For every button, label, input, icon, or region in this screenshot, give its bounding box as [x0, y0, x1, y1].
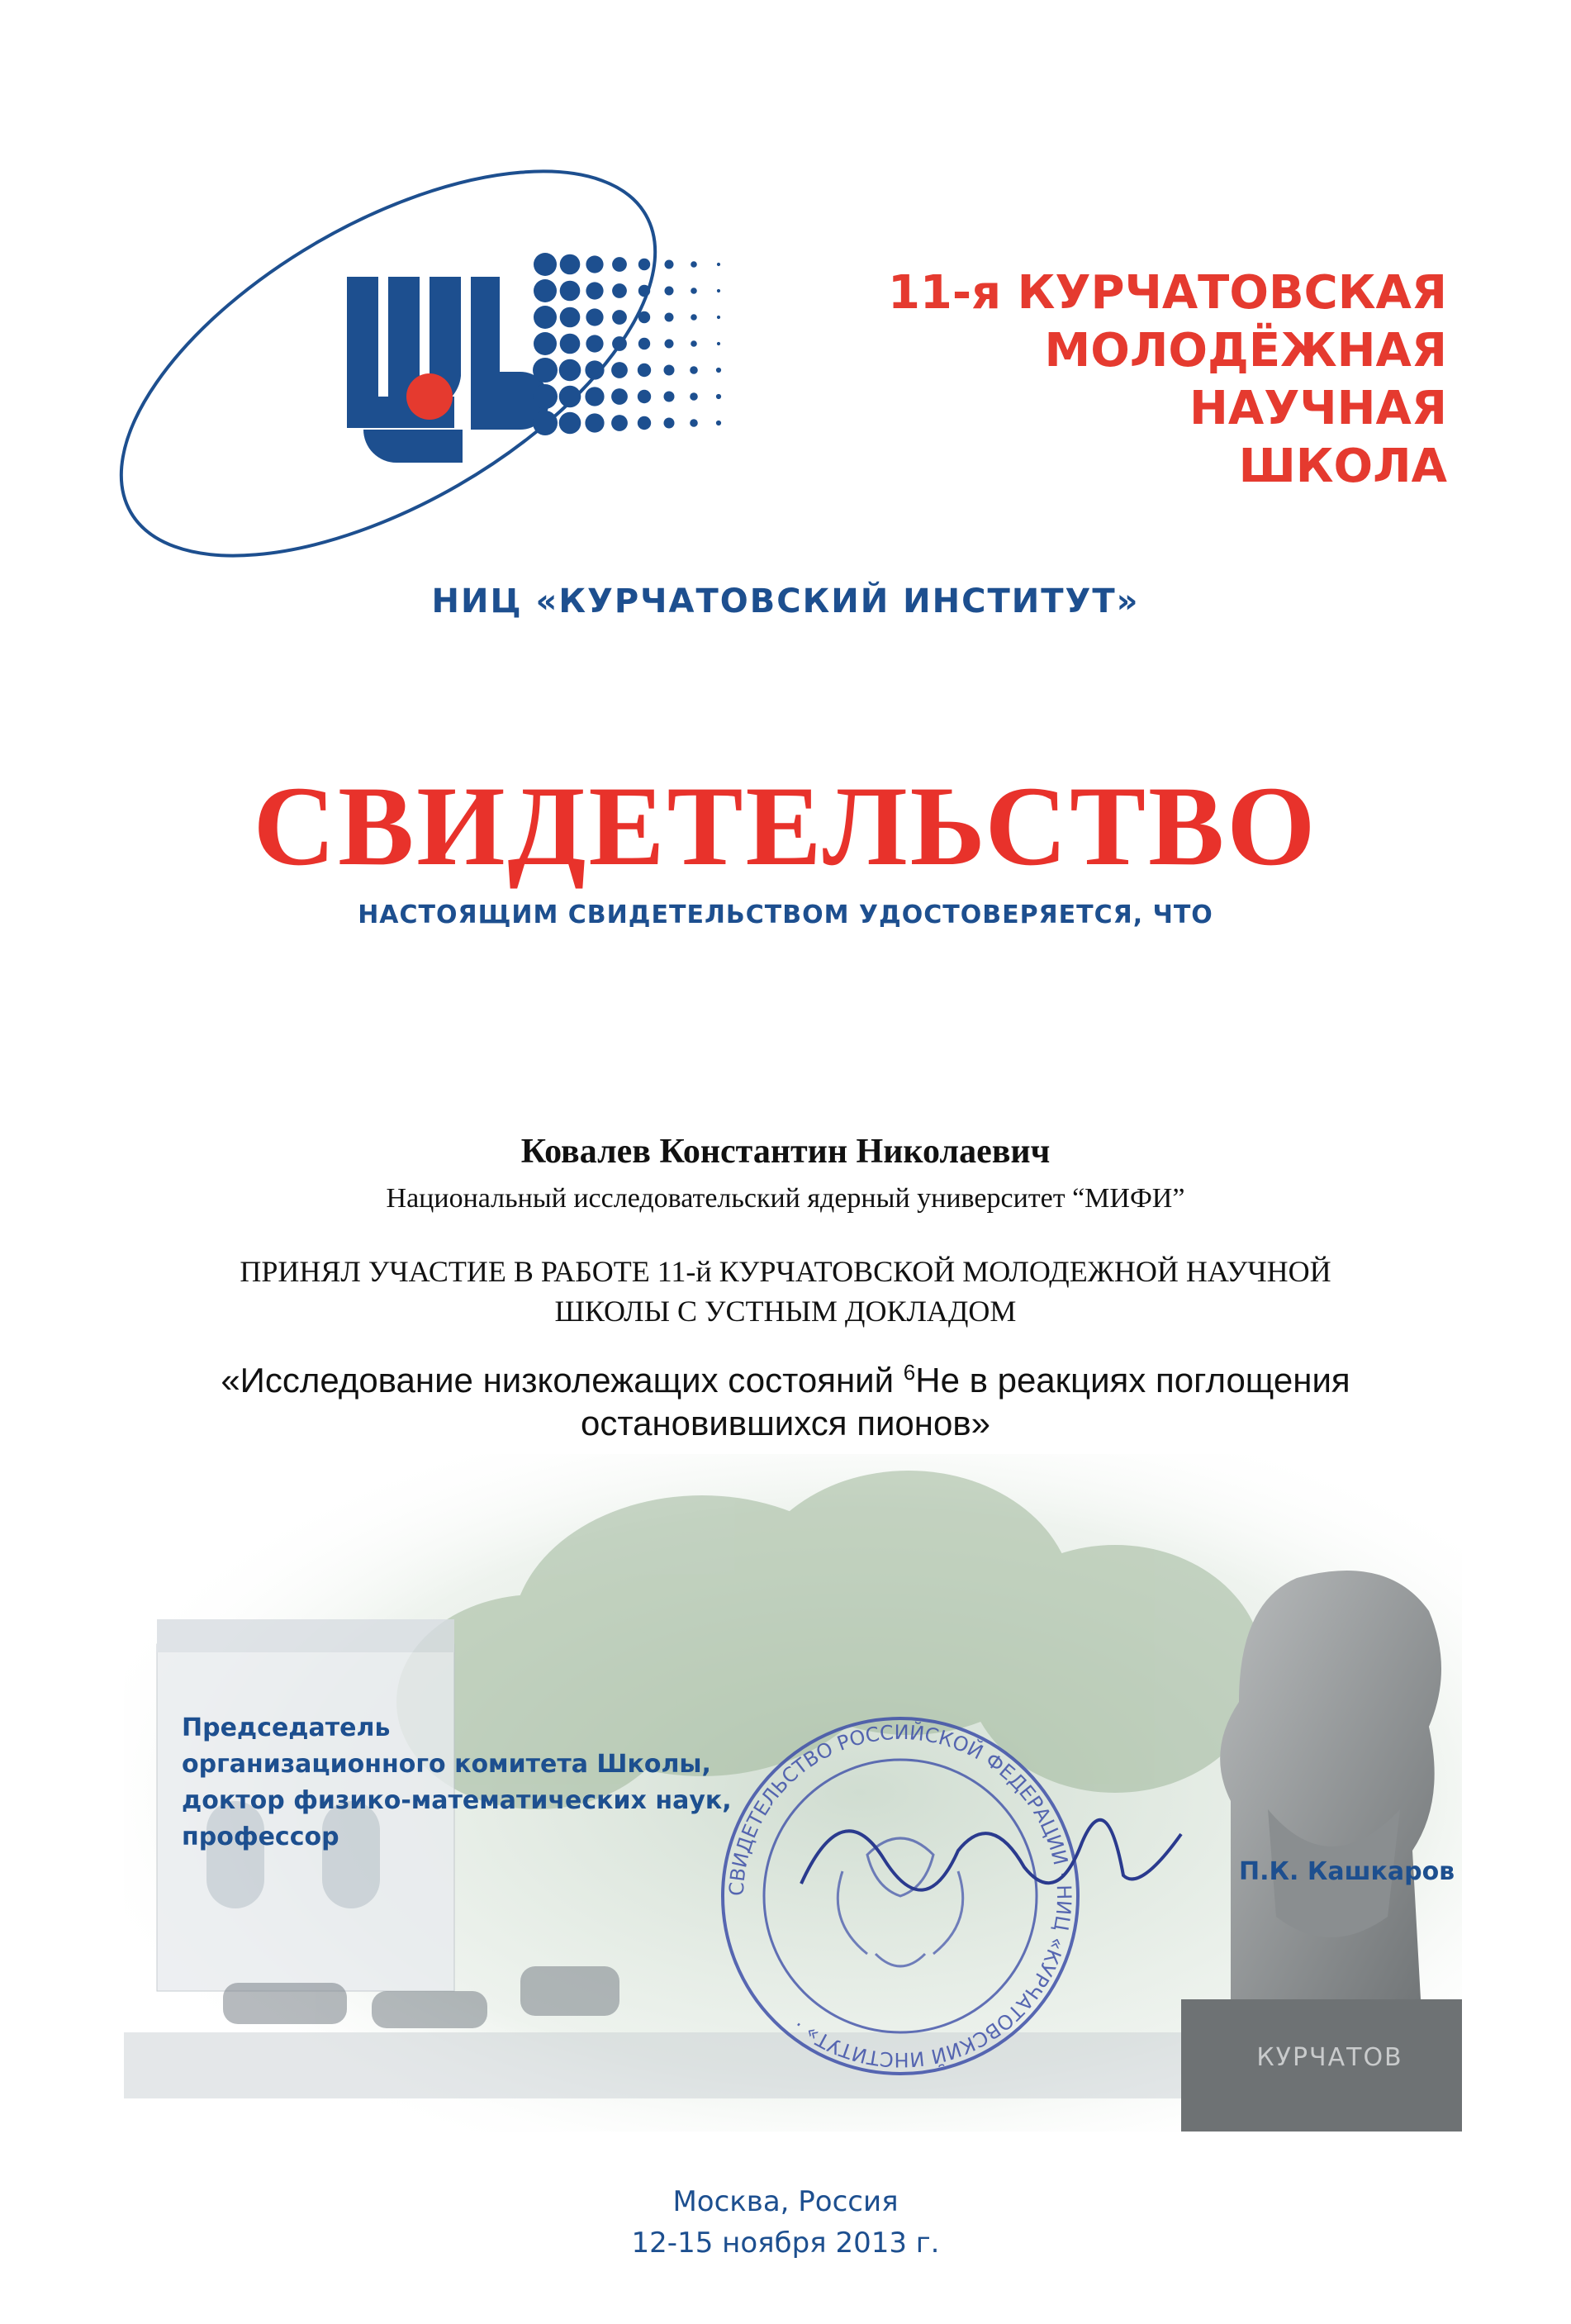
logo-dot	[612, 310, 627, 325]
report-title	[0, 1351, 1571, 1445]
logo-dot	[664, 418, 675, 429]
logo-dot	[559, 359, 581, 382]
logo-dot	[586, 335, 603, 352]
participation-line2: ШКОЛЫ С УСТНЫМ ДОКЛАДОМ	[554, 1295, 1017, 1328]
logo-dot	[665, 313, 674, 322]
report-superscript: 6	[903, 1360, 916, 1385]
logo-dot	[691, 288, 697, 294]
logo-dot	[716, 421, 721, 425]
stamp-text: СВИДЕТЕЛЬСТВО РОССИЙСКОЙ ФЕДЕРАЦИИ · НИЦ «КУРЧАТОВСКИЙ ИНСТИТУТ» ·	[724, 1720, 1076, 2072]
logo-dot	[586, 308, 603, 326]
logo-dot	[534, 253, 557, 276]
school-title	[786, 264, 1447, 496]
logo-dot	[717, 263, 720, 266]
chair-line3: доктор физико-математических наук,	[182, 1786, 732, 1815]
logo-dot	[586, 255, 603, 273]
logo-dot	[560, 307, 581, 328]
chair-title	[182, 1710, 809, 1856]
chair-line4: профессор	[182, 1823, 339, 1851]
document-title: СВИДЕТЕЛЬСТВО	[253, 763, 1318, 889]
logo-letters	[347, 277, 549, 463]
chair-line2: организационного комитета Школы,	[182, 1750, 711, 1779]
logo-dot	[638, 285, 650, 297]
logo-dot	[638, 390, 651, 403]
logo-red-dot	[406, 373, 453, 420]
institute-name: НИЦ «КУРЧАТОВСКИЙ ИНСТИТУТ»	[431, 582, 1140, 620]
logo-dot	[560, 334, 581, 354]
logo-dot	[716, 394, 721, 399]
logo-dot	[585, 387, 604, 406]
kurchatov-logo	[116, 99, 743, 562]
logo-dot	[664, 365, 675, 376]
logo-dot-grid	[533, 253, 721, 435]
logo-dot	[665, 287, 674, 296]
school-title-line1: 11-я КУРЧАТОВСКАЯ	[887, 266, 1447, 320]
kurchatov-bust	[1220, 1571, 1441, 1999]
logo-dot	[612, 257, 627, 272]
logo-dot	[560, 254, 581, 275]
logo-dot	[611, 362, 628, 378]
school-title-line3: НАУЧНАЯ	[1189, 382, 1447, 435]
logo-dot	[717, 289, 720, 292]
logo-dot	[638, 364, 651, 377]
footer-dates: 12-15 ноября 2013 г.	[631, 2227, 940, 2260]
logo-dot	[716, 368, 721, 373]
logo-dot	[534, 279, 557, 302]
signer-name: П.К. Кашкаров	[1239, 1857, 1455, 1886]
school-title-line2: МОЛОДЁЖНАЯ	[1044, 324, 1447, 378]
logo-dot	[612, 336, 627, 351]
logo-dot	[533, 411, 558, 435]
monument-inscription: КУРЧАТОВ	[1256, 2043, 1403, 2072]
logo-dot	[717, 316, 720, 319]
logo-dot	[611, 388, 628, 405]
logo-dot	[611, 415, 628, 431]
logo-dot	[690, 392, 698, 401]
logo-dot	[690, 366, 698, 374]
logo-dot	[560, 281, 581, 302]
logo-dot	[534, 306, 557, 329]
certify-line: НАСТОЯЩИМ СВИДЕТЕЛЬСТВОМ УДОСТОВЕРЯЕТСЯ, ЧТО	[358, 901, 1213, 929]
logo-dot	[585, 413, 604, 432]
signature	[793, 1760, 1206, 1925]
report-line2: остановившихся пионов»	[580, 1404, 990, 1442]
logo-dot	[638, 259, 650, 270]
footer-city: Москва, Россия	[672, 2185, 899, 2218]
logo-dot	[559, 412, 581, 435]
logo-dot	[586, 282, 603, 299]
chair-line1: Председатель	[182, 1713, 391, 1742]
logo-dot	[664, 392, 675, 402]
logo-dot	[691, 261, 697, 268]
logo-dot	[665, 340, 674, 349]
report-part1: «Исследование низколежащих состояний	[221, 1361, 904, 1400]
logo-dot	[638, 416, 651, 430]
logo-dot	[691, 340, 697, 347]
logo-dot	[533, 384, 558, 409]
school-title-line4: ШКОЛА	[1238, 440, 1447, 493]
participation-text	[0, 1252, 1571, 1331]
report-part2: Не в реакциях поглощения	[915, 1361, 1350, 1400]
footer	[0, 2181, 1571, 2264]
participation-line1: ПРИНЯЛ УЧАСТИЕ В РАБОТЕ 11-й КУРЧАТОВСКОЙ МОЛОДЕЖНОЙ НАУЧНОЙ	[240, 1255, 1331, 1288]
logo-dot	[638, 338, 650, 349]
logo-dot	[533, 358, 558, 383]
logo-dot	[534, 332, 557, 355]
person-name: Ковалев Константин Николаевич	[520, 1133, 1051, 1171]
logo-dot	[585, 360, 604, 379]
logo-dot	[691, 314, 697, 321]
university-name: Национальный исследовательский ядерный университет “МИФИ”	[386, 1183, 1185, 1214]
logo-dot	[717, 342, 720, 345]
logo-dot	[638, 311, 650, 323]
report-line1	[0, 1351, 1571, 1402]
logo-dot	[665, 260, 674, 269]
logo-dot	[690, 419, 698, 427]
logo-dot	[559, 386, 581, 408]
logo-dot	[612, 283, 627, 298]
